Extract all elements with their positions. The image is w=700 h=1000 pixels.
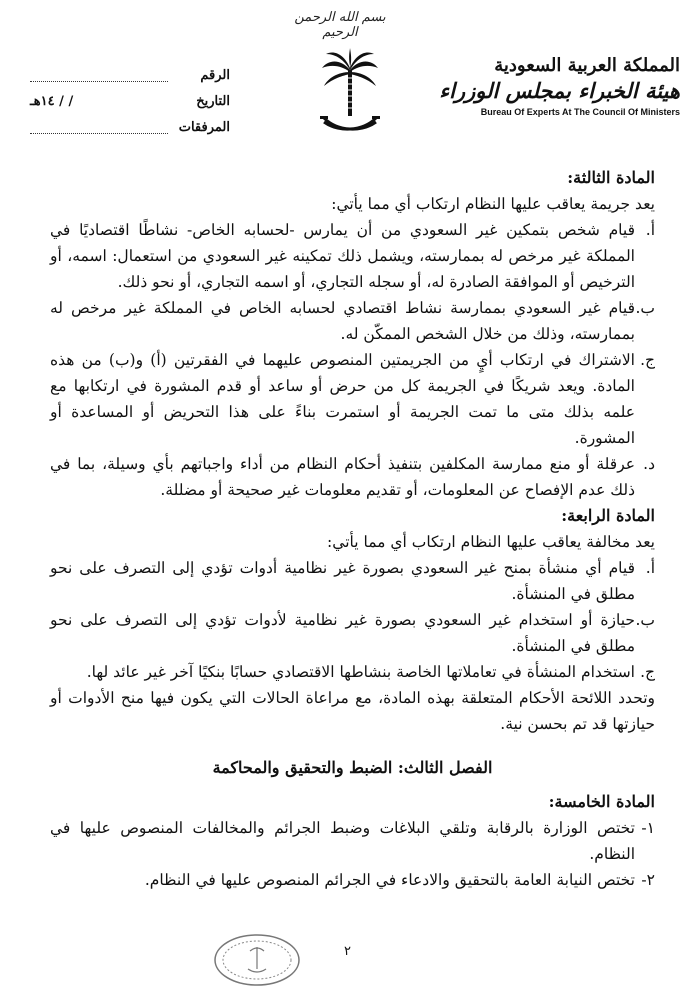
item-letter: ب.	[635, 611, 655, 629]
palm-swords-emblem-icon	[318, 48, 382, 143]
item-text: تختص الوزارة بالرقابة وتلقي البلاغات وضبط الجرائم والمخالفات المنصوص عليها في النظام.	[50, 819, 635, 863]
item-text: تختص النيابة العامة بالتحقيق والادعاء في الجرائم المنصوص عليها في النظام.	[144, 871, 635, 889]
article-3-heading: المادة الثالثة:	[567, 168, 655, 187]
attachments-line	[30, 121, 168, 134]
article-4-closing: وتحدد اللائحة الأحكام المتعلقة بهذه المادة، مع مراعاة الحالات التي يكون فيها منح الأدوات أو حيازتها قد تم بحسن نية.	[50, 689, 655, 733]
item-letter: د.	[643, 455, 655, 473]
list-item	[50, 815, 655, 867]
letterhead	[0, 0, 700, 150]
org-bureau: هيئة الخبراء بمجلس الوزراء	[439, 78, 680, 103]
list-item	[50, 659, 655, 685]
attachments-label: المرفقات	[178, 119, 230, 135]
item-text: قيام غير السعودي بممارسة نشاط اقتصادي لحسابه الخاص في المملكة غير مرخص له بممارسته، وذلك من خلال الشخص الممكّن له.	[50, 299, 635, 343]
page-number: ٢	[344, 944, 351, 959]
list-item	[50, 451, 655, 503]
article-5-heading: المادة الخامسة:	[548, 792, 655, 811]
date-value: / / ١٤هـ	[30, 93, 74, 109]
date-label: التاريخ	[196, 93, 230, 109]
chapter-3-title: الفصل الثالث: الضبط والتحقيق والمحاكمة	[212, 758, 493, 777]
item-letter: أ.	[645, 559, 655, 577]
organization-block	[430, 55, 680, 117]
item-number: ١-	[641, 819, 655, 837]
basmala: بسم الله الرحمن الرحيم	[294, 10, 386, 40]
article-4-heading: المادة الرابعة:	[561, 506, 655, 525]
org-english-name: Bureau Of Experts At The Council Of Ministers	[480, 107, 680, 117]
item-text: استخدام المنشأة في تعاملاتها الخاصة بنشاطها الاقتصادي حسابًا بنكيًا آخر غير عائد لها.	[86, 663, 635, 681]
article-3-intro: يعد جريمة يعاقب عليها النظام ارتكاب أي مما يأتي:	[331, 195, 655, 213]
item-number: ٢-	[641, 871, 655, 889]
item-text: عرقلة أو منع ممارسة المكلفين بتنفيذ أحكام النظام من أداء واجباتهم بأي وسيلة، بما في ذلك عدم الإفصاح عن المعلومات، أو تقديم معلومات غير صحيحة أو مضللة.	[50, 455, 635, 499]
reference-block	[30, 62, 230, 140]
number-line	[30, 69, 168, 82]
list-item	[50, 217, 655, 295]
list-item	[50, 607, 655, 659]
list-item	[50, 867, 655, 893]
item-letter: ج.	[640, 663, 655, 681]
number-label: الرقم	[200, 67, 230, 83]
official-seal-stamp-icon	[212, 933, 302, 988]
item-text: قيام شخص بتمكين غير السعودي من أن يمارس -لحسابه الخاص- نشاطًا اقتصاديًا في المملكة غير مرخص له بممارسته، ويشمل ذلك تمكينه غير السعودي من استعمال: اسمه، أو الترخيص أو الموافقة الصادرة له، أو سجله التجاري، أو اسمه التجاري، أو نحو ذلك.	[50, 221, 635, 291]
article-4-intro: يعد مخالفة يعاقب عليها النظام ارتكاب أي مما يأتي:	[327, 533, 655, 551]
list-item	[50, 295, 655, 347]
item-text: حيازة أو استخدام غير السعودي بصورة غير نظامية لأدوات تؤدي إلى التصرف على نحو مطلق في المنشأة.	[50, 611, 635, 655]
org-kingdom: المملكة العربية السعودية	[494, 55, 680, 76]
attachments-row	[30, 114, 230, 140]
number-row	[30, 62, 230, 88]
document-body	[50, 165, 655, 893]
item-text: قيام أي منشأة بمنح غير السعودي بصورة غير نظامية أدوات تؤدي إلى التصرف على نحو مطلق في المنشأة.	[50, 559, 635, 603]
date-row	[30, 88, 230, 114]
item-letter: ب.	[635, 299, 655, 317]
list-item	[50, 555, 655, 607]
item-text: الاشتراك في ارتكاب أيٍ من الجريمتين المنصوص عليهما في الفقرتين (أ) و(ب) من هذه المادة. ويعد شريكًا في الجريمة كل من حرض أو ساعد أو قدم المشورة في ارتكابها مع علمه بذلك متى ما تمت الجريمة أو استمرت بناءً على هذا التحريض أو المساعدة أو المشورة.	[50, 351, 635, 447]
item-letter: أ.	[645, 221, 655, 239]
item-letter: ج.	[640, 351, 655, 369]
list-item	[50, 347, 655, 451]
